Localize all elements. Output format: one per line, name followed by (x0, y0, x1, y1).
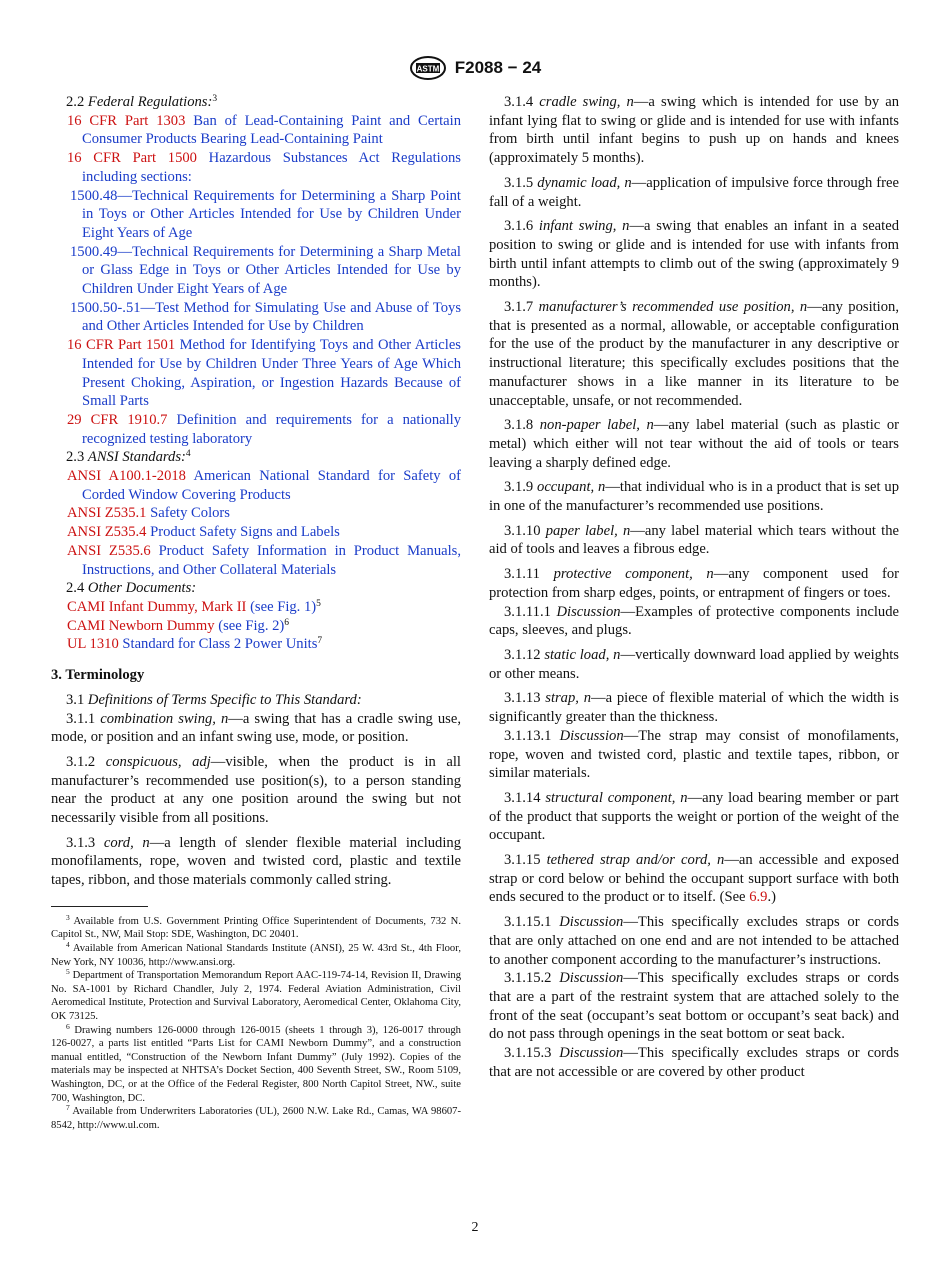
definition-paragraph: 3.1.14 structural component, n—any load bearing member or part of the product that supports the weight or portion of the weight of the occupant. (489, 789, 899, 844)
reference-subitem[interactable]: 1500.49—Technical Requirements for Determining a Sharp Metal or Glass Edge in Toys or Other Articles Intended for Use by Children Under Eight Years of Age (70, 243, 461, 298)
definition-paragraph: 3.1.1 combination swing, n—a swing that has a cradle swing use, mode, or position and an infant swing use, mode, or position. (51, 710, 461, 746)
definition-paragraph: 3.1.15 tethered strap and/or cord, n—an accessible and exposed strap or cord below or behind the occupant support surface with both ends secured to the product or to itself. (See 6.9.) (489, 852, 900, 906)
definition-paragraph: 3.1.10 paper label, n—any label material which tears without the aid of tools and leaves a fibrous edge. (489, 522, 899, 558)
definition-paragraph: 3.1.11 protective component, n—any component used for protection from sharp edges, points, or entrapment of fingers or toes. (489, 566, 899, 601)
reference-item[interactable]: 16 CFR Part 1303 Ban of Lead-Containing Paint and Certain Consumer Products Bearing Lead-Containing Paint (67, 112, 461, 148)
svg-text:ASTM: ASTM (416, 64, 440, 74)
definition-paragraph: 3.1.8 non-paper label, n—any label material (such as plastic or metal) which either will not tear without the aid of tools or tears leaving a sharply defined edge. (489, 417, 899, 471)
reference-item[interactable]: UL 1310 Standard for Class 2 Power Units$^7$ (67, 636, 323, 653)
definition-paragraph: 3.1.12 static load, n—vertically downward load applied by weights or other means. (489, 646, 899, 682)
definition-paragraph: 3.1.7 manufacturer’s recommended use position, n—any position, that is presented as a normal, allowable, or acceptable configuration for the use of the product by the manufacturer in any descriptive or instructional literature; this specifically excludes positions that the manufacturer shows in a like manner in its literature to be unacceptable, unsafe, or not recommended. (489, 299, 899, 409)
astm-logo-icon (409, 56, 447, 80)
section-3-1-heading: 3.1 Definitions of Terms Specific to This Standard: (66, 691, 362, 708)
page-header (0, 56, 950, 82)
discussion-paragraph: 3.1.15.2 Discussion—This specifically excludes straps or cords that are a part of the restraint system that are attached solely to the front of the seat (occupant’s seat bottom or occupant’s seat back) and do not pass through openings in the seat bottom or seat back. (489, 970, 899, 1043)
definition-paragraph: 3.1.6 infant swing, n—a swing that enables an infant in a seated position to swing or glide and is intended for use with infants from birth until infant attempts to climb out of the swing (approximately 9 months). (489, 218, 899, 291)
reference-item[interactable]: CAMI Newborn Dummy (see Fig. 2)$^6$ (67, 617, 290, 634)
section-2-4-heading: 2.4 Other Documents: (66, 580, 197, 597)
discussion-paragraph: 3.1.13.1 Discussion—The strap may consist of monofilaments, rope, woven and twisted cord, plastic and textile tapes, ribbon, or similar materials. (489, 727, 899, 782)
document-id: F2088 − 24 (454, 58, 542, 77)
left-column (51, 93, 461, 1132)
reference-item[interactable]: 29 CFR 1910.7 Definition and requirements for a nationally recognized testing laboratory (67, 411, 461, 447)
reference-item[interactable]: ANSI Z535.6 Product Safety Information in Product Manuals, Instructions, and Other Collateral Materials (67, 542, 461, 578)
reference-item[interactable]: ANSI Z535.1 Safety Colors (67, 505, 230, 522)
footnote: $^5$ Department of Transportation Memorandum Report AAC-119-74-14, Revision II, Drawing No. SA-1001 by Richard Chandler, July 2, 1974. Federal Aviation Administration, Civil Aeromedical Institute, Protection and Survival Laboratory, Aeromedical Center, Oklahoma City, OK 73125. (51, 967, 462, 1022)
reference-item[interactable]: ANSI A100.1-2018 American National Standard for Safety of Corded Window Covering Products (67, 468, 462, 503)
footnote: $^7$ Available from Underwriters Laboratories (UL), 2600 N.W. Lake Rd., Camas, WA 98607-8542, http://www.ul.com. (51, 1103, 461, 1131)
section-2-3-heading: 2.3 ANSI Standards:$^4$ (66, 449, 191, 466)
footnote: $^6$ Drawing numbers 126-0000 through 126-0015 (sheets 1 through 3), 126-0017 through 126-0027, a parts list entitled “Parts List for CAMI Newborn Dummy”, and a construction manual entitled, “Construction of the Newborn Infant Dummy” (July 1992). Copies of the materials may be inspected at NHTSA’s Docket Section, 400 Seventh Street, SW., Room 5109, Washington, DC, or at the Office of the Federal Register, 800 North Capitol Street, NW., suite 700, Washington, DC. (51, 1021, 461, 1104)
footnote: $^3$ Available from U.S. Government Printing Office Superintendent of Documents, 732 N. Capitol St., NW, Mail Stop: SDE, Washington, DC 20401. (51, 912, 461, 941)
discussion-paragraph: 3.1.15.3 Discussion—This specifically excludes straps or cords that are not accessible or are covered by other product (489, 1045, 899, 1080)
section-link[interactable]: 6.9 (749, 889, 768, 906)
reference-item[interactable]: CAMI Infant Dummy, Mark II (see Fig. 1)$^5$ (67, 598, 321, 615)
reference-item[interactable]: ANSI Z535.4 Product Safety Signs and Labels (67, 524, 340, 541)
reference-subitem[interactable]: 1500.48—Technical Requirements for Determining a Sharp Point in Toys or Other Articles Intended for Use by Children Under Eight Years of Age (70, 187, 461, 241)
definition-paragraph: 3.1.4 cradle swing, n—a swing which is intended for use by an infant lying flat to swing or glide and is intended for use with infants from birth until infant begins to push up on hands and knees (approximately 5 months). (489, 94, 899, 167)
footnote-divider (51, 906, 148, 907)
section-3-heading: 3. Terminology (51, 667, 145, 684)
reference-item[interactable]: 16 CFR Part 1500 Hazardous Substances Act Regulations including sections: (67, 150, 461, 185)
reference-subitem[interactable]: 1500.50-.51—Test Method for Simulating Use and Abuse of Toys and Other Articles Intended for Use by Children (70, 299, 461, 335)
discussion-paragraph: 3.1.15.1 Discussion—This specifically excludes straps or cords that are only attached on one end and are not intended to be attached to another component according to the manufacturer’s instructions. (489, 914, 899, 968)
definition-paragraph: 3.1.9 occupant, n—that individual who is in a product that is set up in one of the manufacturer’s recommended use positions. (489, 479, 900, 515)
reference-item[interactable]: 16 CFR Part 1501 Method for Identifying Toys and Other Articles Intended for Use by Children Under Three Years of Age Which Present Choking, Aspiration, or Ingestion Hazards Because of Small Parts (67, 337, 461, 410)
discussion-paragraph: 3.1.11.1 Discussion—Examples of protective components include caps, sleeves, and plugs. (489, 603, 900, 639)
definition-paragraph: 3.1.13 strap, n—a piece of flexible material of which the width is significantly greater than the thickness. (489, 690, 899, 726)
page-number: 2 (471, 1220, 479, 1235)
right-column (489, 93, 899, 1081)
definition-paragraph: 3.1.3 cord, n—a length of slender flexible material including monofilaments, rope, woven and twisted cord, plastic and textile tapes, ribbon, and those materials commonly called string. (51, 834, 462, 889)
section-2-2-heading: 2.2 Federal Regulations:$^3$ (66, 94, 218, 110)
definition-paragraph: 3.1.2 conspicuous, adj—visible, when the product is in all manufacturer’s recommended use position(s), to a person standing near the product at any one position around the swing but not necessarily visible from all positions. (51, 753, 461, 827)
footnote: $^4$ Available from American National Standards Institute (ANSI), 25 W. 43rd St., 4th Floor, New York, NY 10036, http://www.ansi.org. (51, 940, 461, 968)
definition-paragraph: 3.1.5 dynamic load, n—application of impulsive force through free fall of a weight. (489, 174, 899, 210)
